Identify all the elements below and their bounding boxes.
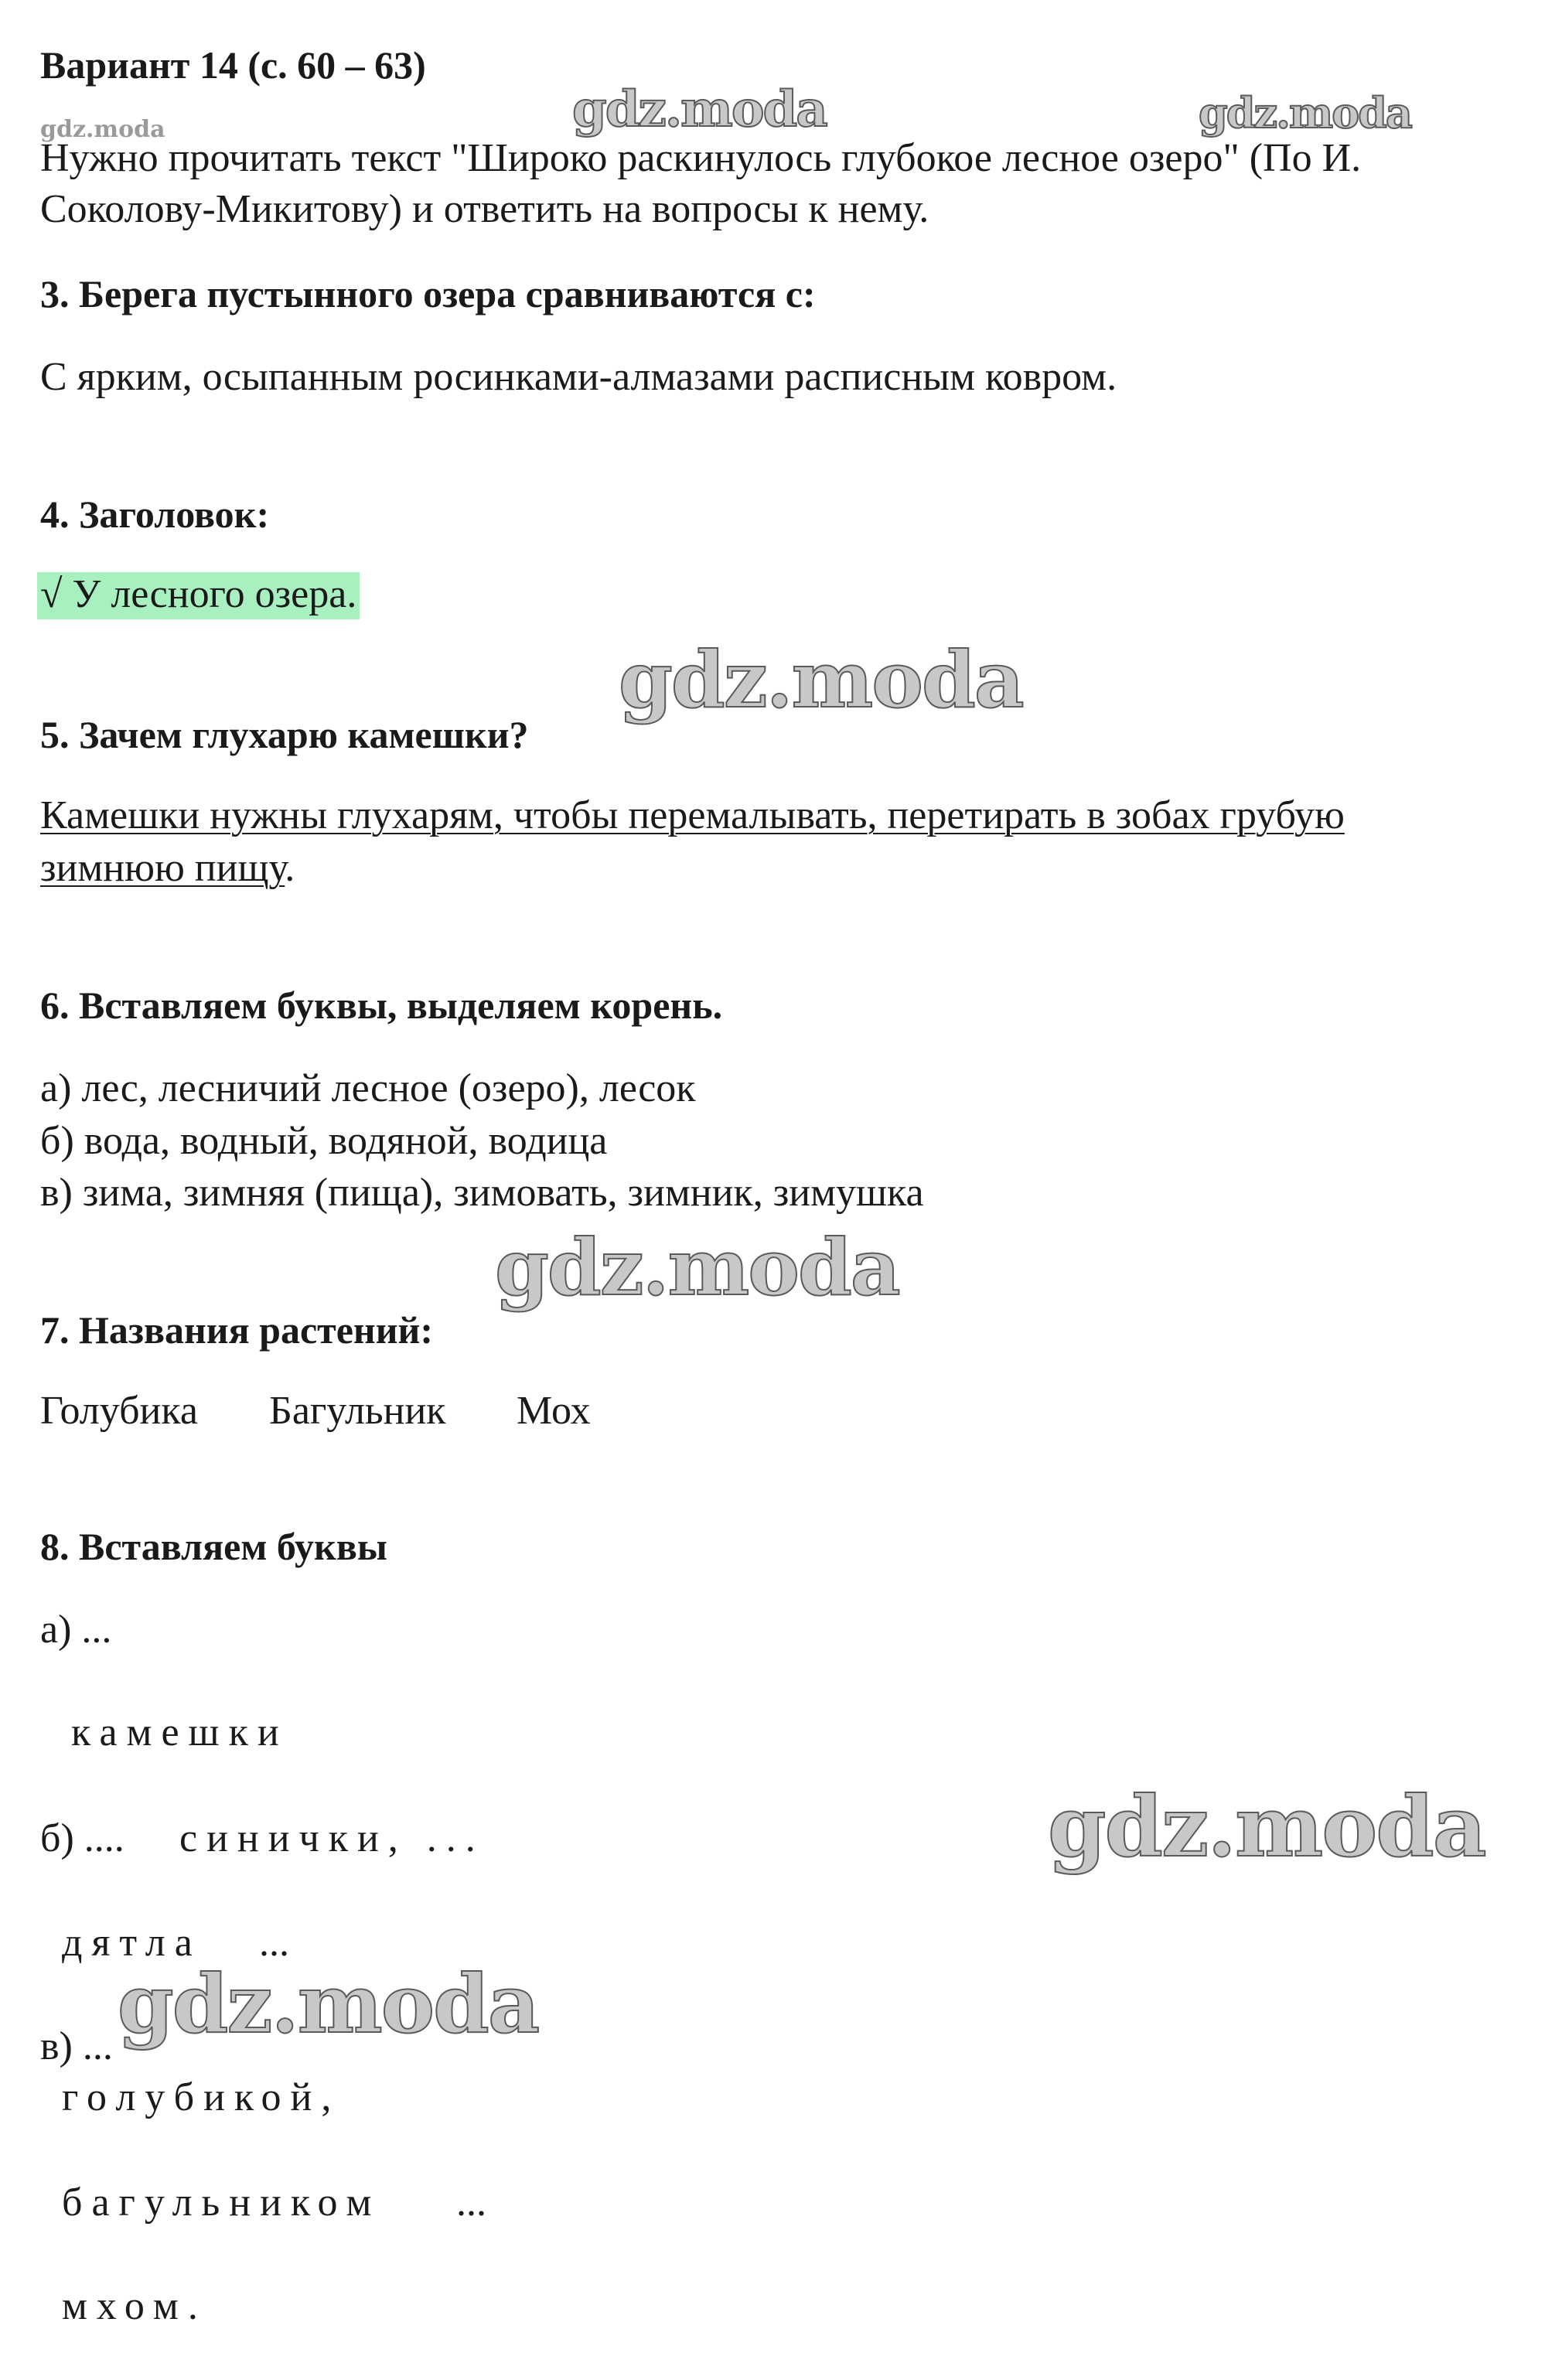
underlined-phrase: зимнюю пищу: [40, 846, 285, 890]
question-5-heading: 5. Зачем глухарю камешки?: [40, 713, 529, 756]
question-7-heading: 7. Названия растений:: [40, 1308, 433, 1352]
question-8-b-word: синички, ...: [179, 1816, 485, 1860]
question-8-c-word-3: мхом.: [62, 2284, 207, 2328]
highlighted-answer: √ У лесного озера.: [37, 572, 360, 619]
question-4-heading: 4. Заголовок:: [40, 493, 270, 536]
page-title: Вариант 14 (с. 60 – 63): [40, 43, 426, 87]
question-3-answer: С ярким, осыпанным росинками-алмазами расписным ковром.: [40, 355, 1117, 399]
intro-line-1: Нужно прочитать текст "Широко раскинулось глубокое лесное озеро" (По И.: [40, 136, 1362, 180]
question-8-c-label: в) ...: [40, 2024, 113, 2068]
question-6-heading: 6. Вставляем буквы, выделяем корень.: [40, 984, 723, 1027]
question-8-b-word-2: дятла: [62, 1921, 202, 1965]
question-8-a-label: а) ...: [40, 1608, 112, 1652]
question-6-line-a: а) лес, лесничий лесное (озеро), лесок: [40, 1066, 696, 1110]
question-8-c-word-2: багульником: [62, 2181, 381, 2225]
intro-line-2: Соколову-Микитову) и ответить на вопросы к нему.: [40, 187, 929, 231]
question-8-c-word-1: голубикой,: [62, 2075, 341, 2119]
plant-2: Багульник: [269, 1389, 446, 1433]
watermark-mid-2: gdz.moda: [495, 1222, 899, 1313]
question-4-answer: [37, 569, 360, 620]
question-6-line-b: б) вода, водный, водяной, водица: [40, 1119, 608, 1163]
answer-period: .: [285, 846, 295, 890]
question-6-line-c: в) зима, зимняя (пища), зимовать, зимник, зимушка: [40, 1171, 924, 1215]
question-8-a-word: камешки: [71, 1710, 288, 1754]
plant-3: Мох: [517, 1389, 591, 1433]
watermark-left: gdz.moda: [118, 1956, 539, 2051]
plant-1: Голубика: [40, 1389, 198, 1433]
question-8-b-tail: ...: [259, 1921, 289, 1965]
watermark-mid-1: gdz.moda: [619, 634, 1023, 725]
question-5-answer-line-2: [40, 843, 295, 894]
question-8-heading: 8. Вставляем буквы: [40, 1525, 387, 1568]
question-3-heading: 3. Берега пустынного озера сравниваются с:: [40, 272, 816, 315]
question-8-b-label: б) ....: [40, 1816, 124, 1860]
watermark-top-right: gdz.moda: [1199, 88, 1411, 138]
watermark-top-center: gdz.moda: [572, 80, 827, 138]
question-5-answer-line-1: Камешки нужны глухарям, чтобы перемалывать, перетирать в зобах грубую: [40, 793, 1345, 837]
question-8-c-word-2-tail: ...: [456, 2181, 486, 2225]
watermark-right: gdz.moda: [1048, 1778, 1485, 1876]
watermark-small: gdz.moda: [40, 116, 165, 143]
